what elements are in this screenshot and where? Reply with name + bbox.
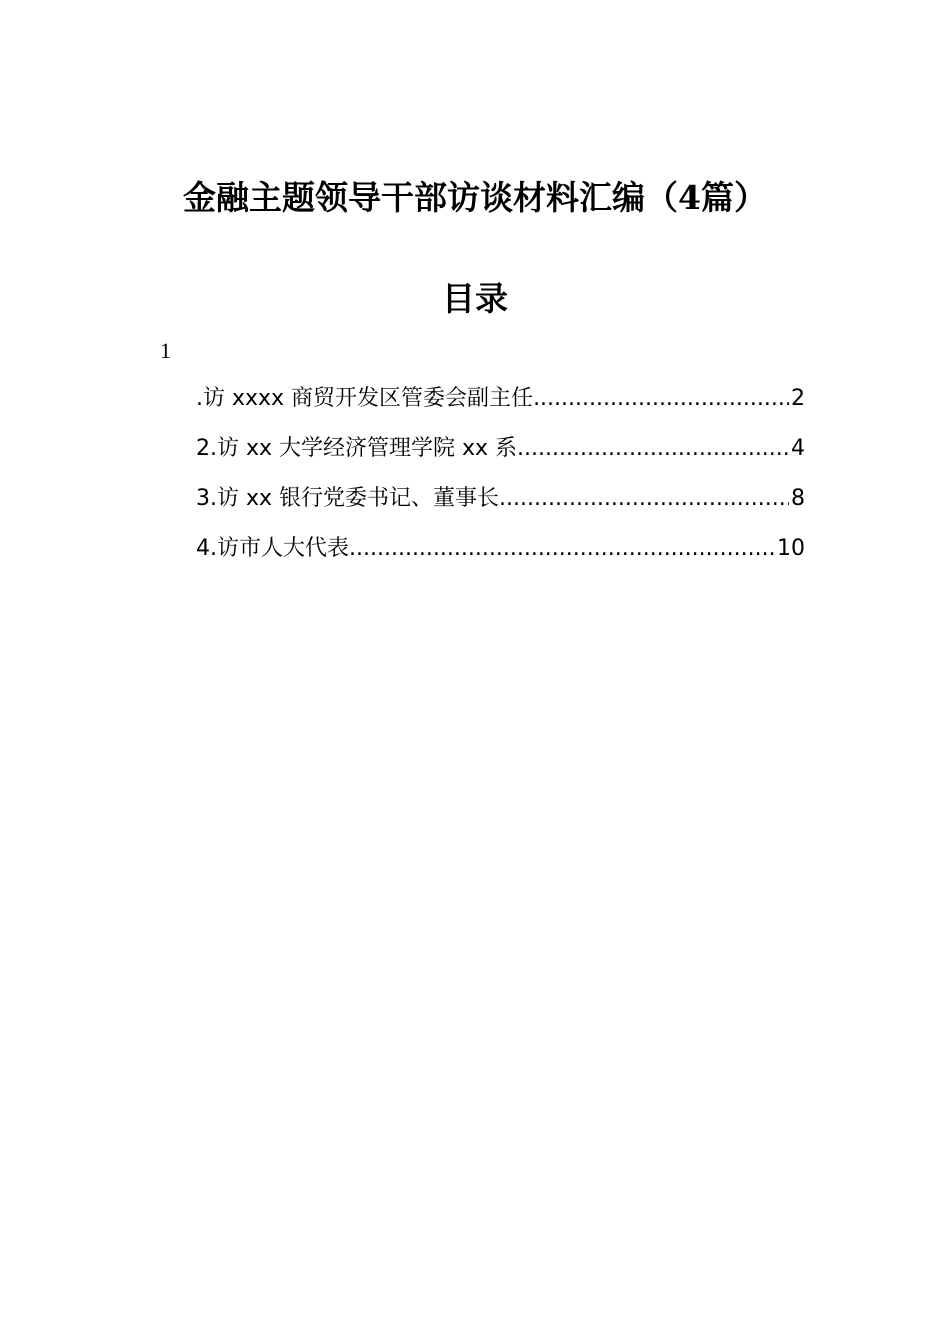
toc-dot-leader [533, 380, 789, 418]
toc-entry-title: 3.访 xx 银行党委书记、董事长 [196, 486, 500, 511]
toc-dot-leader [349, 530, 775, 568]
toc-entry[interactable] [196, 430, 805, 480]
toc-entry-title: .访 xxxx 商贸开发区管委会副主任 [196, 386, 534, 411]
table-of-contents [196, 380, 805, 580]
toc-heading: 目录 [442, 279, 508, 318]
toc-entry-title: 4.访市人大代表 [196, 536, 349, 561]
toc-entry[interactable] [196, 530, 805, 580]
toc-dot-leader [517, 430, 789, 468]
toc-entry[interactable] [196, 480, 805, 530]
document-title: 金融主题领导干部访谈材料汇编（4篇） [183, 178, 767, 217]
toc-page-number: 8 [791, 486, 805, 511]
list-number: 1 [160, 338, 171, 363]
toc-entry[interactable] [196, 380, 805, 430]
toc-entry-title: 2.访 xx 大学经济管理学院 xx 系 [196, 436, 518, 461]
toc-page-number: 2 [791, 386, 805, 411]
toc-dot-leader [499, 480, 789, 518]
toc-page-number: 10 [777, 536, 805, 561]
toc-page-number: 4 [791, 436, 805, 461]
